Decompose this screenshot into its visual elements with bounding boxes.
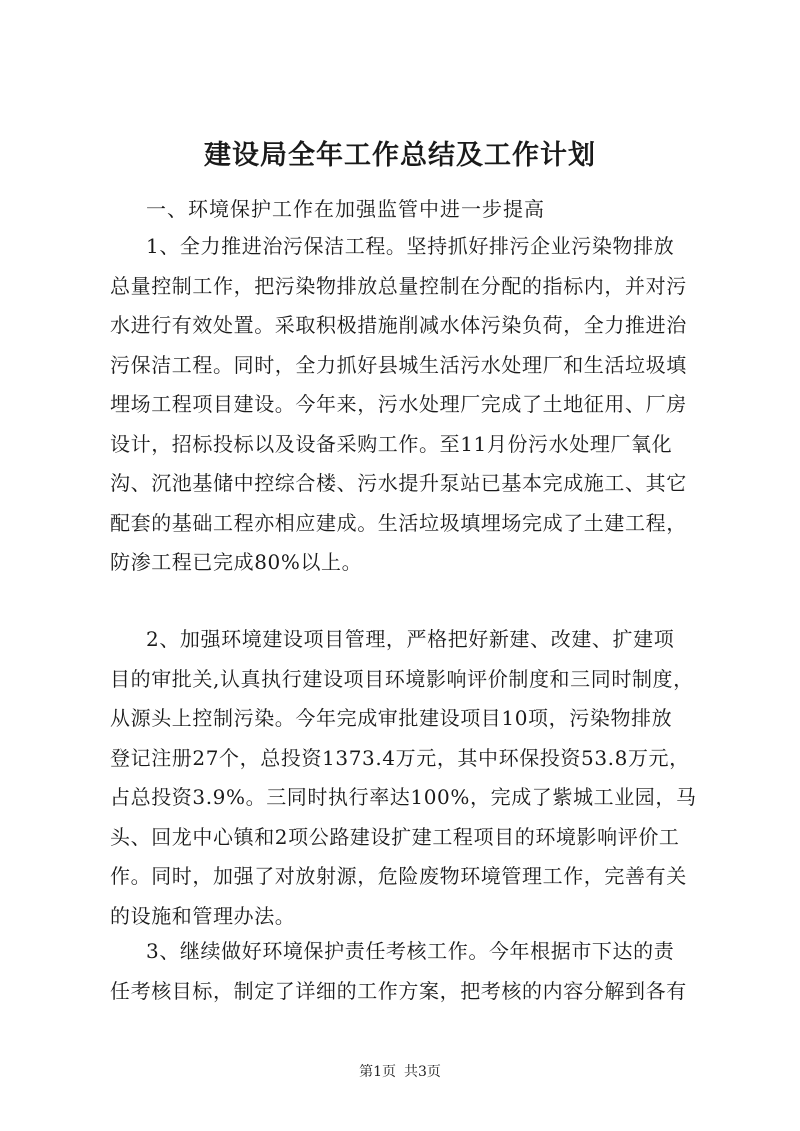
paragraph-line: 2、加强环境建设项目管理，严格把好新建、改建、扩建项 [146,627,675,651]
page-footer [0,1062,800,1082]
paragraph-line: 从源头上控制污染。今年完成审批建设项目10项，污染物排放 [110,706,673,730]
paragraph-line: 目的审批关,认真执行建设项目环境影响评价制度和三同时制度， [110,666,694,691]
paragraph-line: 作。同时，加强了对放射源，危险废物环境管理工作，完善有关 [110,864,687,888]
paragraph-line: 登记注册27个，总投资1373.4万元，其中环保投资53.8万元， [110,745,690,770]
paragraph-1 [110,227,720,583]
paragraph-line: 污保洁工程。同时，全力抓好县城生活污水处理厂和生活垃圾填 [110,352,687,377]
page-total: 共3页 [404,1064,441,1080]
paragraph-line: 的设施和管理办法。 [110,903,296,928]
page-number: 第1页 [359,1064,396,1080]
paragraph-line: 头、回龙中心镇和2项公路建设扩建工程项目的环境影响评价工 [110,824,680,849]
paragraph-line: 任考核目标，制定了详细的工作方案，把考核的内容分解到各有 [110,978,687,1003]
paragraph-line: 配套的基础工程亦相应建成。生活垃圾填埋场完成了土建工程， [110,510,687,535]
paragraph-line: 总量控制工作，把污染物排放总量控制在分配的指标内，并对污 [110,273,687,298]
paragraph-line: 3、继续做好环境保护责任考核工作。今年根据市下达的责 [146,939,675,963]
paragraph-line: 1、全力推进治污保洁工程。坚持抓好排污企业污染物排放 [146,234,675,258]
section-heading: 一、环境保护工作在加强监管中进一步提高 [146,197,545,221]
paragraph-line: 占总投资3.9%。三同时执行率达100%，完成了紫城工业园，马 [110,785,697,809]
paragraph-line: 水进行有效处置。采取积极措施削减水体污染负荷，全力推进治 [110,313,687,337]
paragraph-line: 沟、沉池基储中控综合楼、污水提升泵站已基本完成施工、其它 [110,471,687,495]
paragraph-3 [110,932,720,1011]
paragraph-line: 防渗工程已完成80%以上。 [110,550,363,574]
document-title: 建设局全年工作总结及工作计划 [204,140,596,171]
paragraph-line: 埋场工程项目建设。今年来，污水处理厂完成了土地征用、厂房 [110,392,687,416]
paragraph-line: 设计，招标投标以及设备采购工作。至11月份污水处理厂氧化 [110,431,673,456]
paragraph-2 [110,620,720,936]
